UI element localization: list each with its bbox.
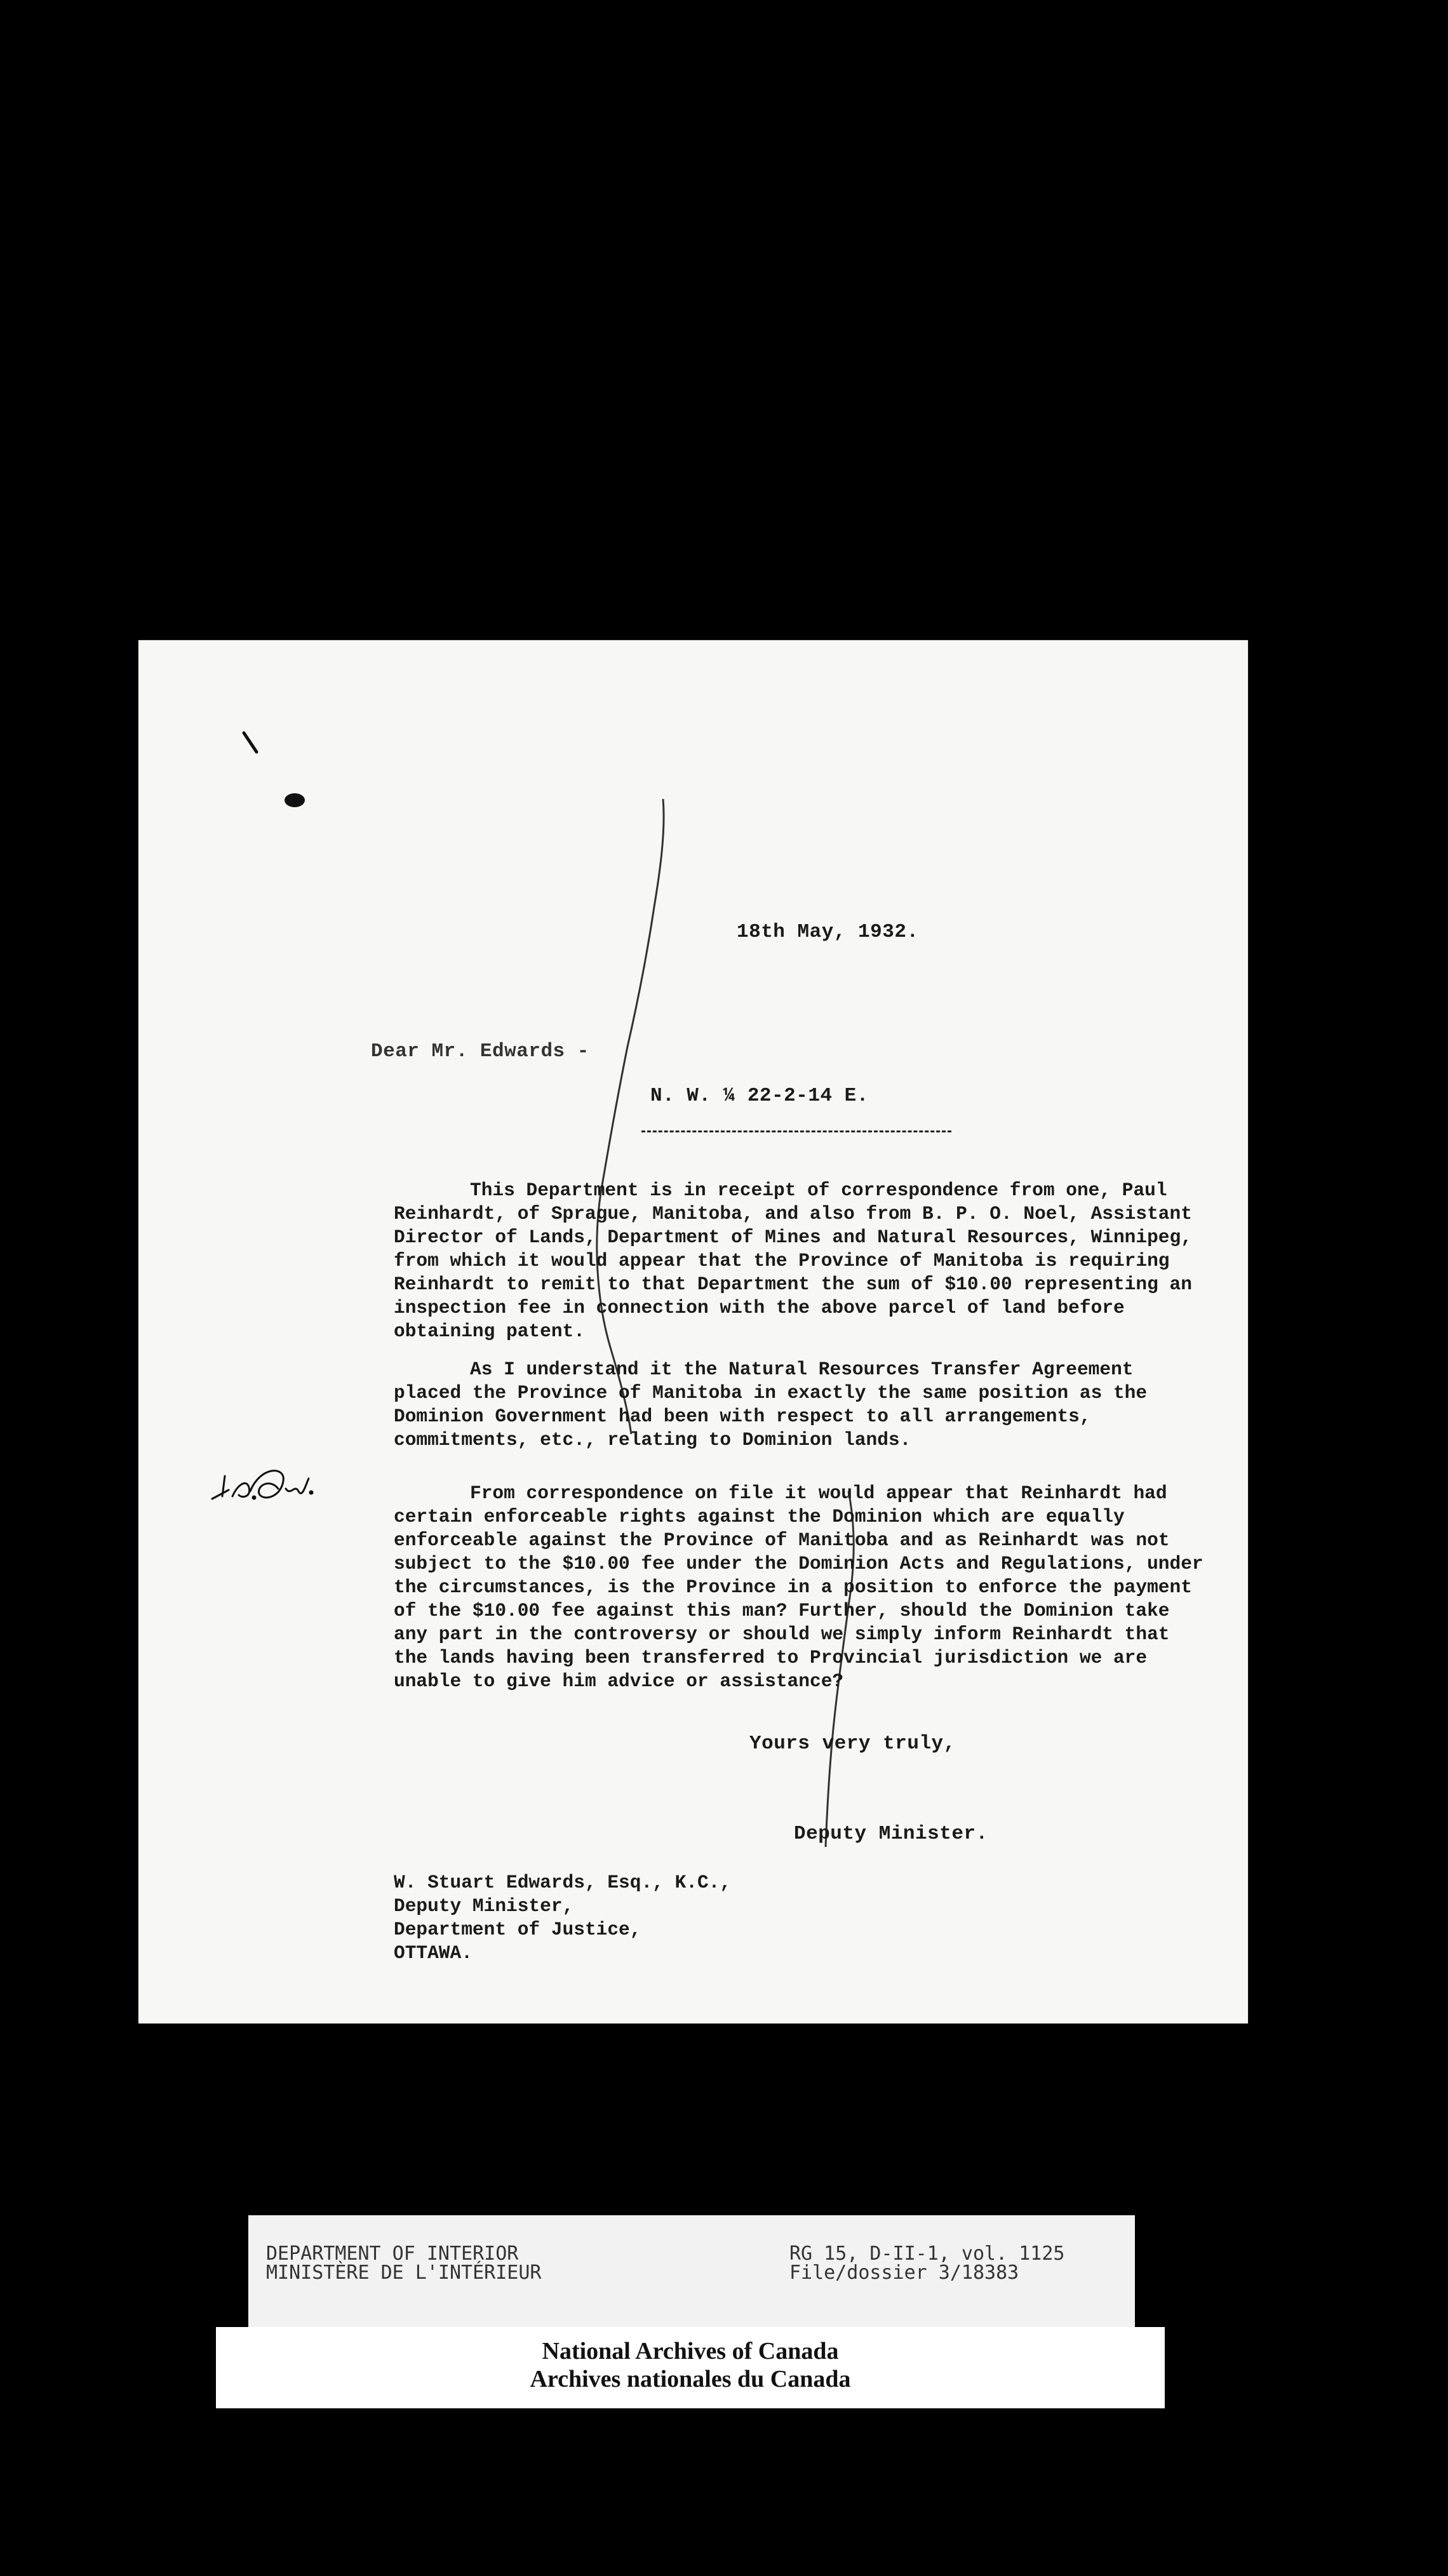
tick-mark [244,733,257,752]
salutation: Dear Mr. Edwards - [371,1040,589,1063]
archive-reference-label [248,2215,1135,2328]
address-line: OTTAWA. [394,1942,473,1964]
record-group: RG 15, D-II-1, vol. 1125 [789,2243,1065,2265]
recipient-address [394,1871,731,1965]
department-fr: MINISTÈRE DE L'INTÉRIEUR [266,2262,542,2284]
file-number: File/dossier 3/18383 [789,2262,1019,2284]
archives-banner [216,2327,1165,2408]
department-names [266,2244,541,2283]
signer-title: Deputy Minister. [794,1823,988,1845]
reference-underline [641,1130,951,1132]
archives-name-en: National Archives of Canada [542,2338,839,2365]
address-line: Deputy Minister, [394,1895,574,1917]
complimentary-closing: Yours very truly, [749,1733,956,1755]
address-line: W. Stuart Edwards, Esq., K.C., [394,1872,732,1893]
handwritten-initials [212,1471,312,1499]
land-reference: N. W. ¼ 22-2-14 E. [650,1085,869,1107]
body-paragraph-1: This Department is in receipt of correspondence from one, Paul Reinhardt, of Sprague, Manitoba, and also from B. P. O. Noel, Assistant Director of Lands, Department of Mines and Natural Resources, Winnipeg, from which it would appear that the Province of Manitoba is requiring Reinhardt to remit to that Department the sum of $10.00 representing an inspection fee in connection with the above parcel of land before obtaining patent. [394,1179,1192,1342]
ink-blot [285,793,305,807]
archives-name-fr: Archives nationales du Canada [530,2366,851,2392]
body-paragraph-3: From correspondence on file it would appear that Reinhardt had certain enforceable rights against the Dominion which are equally enforceable against the Province of Manitoba and as Reinhardt was not subject to the $10.00 fee under the Dominion Acts and Regulations, under the circumstances, is the Province in a position to enforce the payment of the $10.00 fee against this man? Further, should the Dominion take any part in the controversy or should we simply inform Reinhardt that the lands having been transferred to Provincial jurisdiction we are unable to give him advice or assistance? [394,1482,1203,1692]
body-paragraph-2: As I understand it the Natural Resources Transfer Agreement placed the Province of Manitoba in exactly the same position as the Dominion Government had been with respect to all arrangements, commitments, etc., relating to Dominion lands. [394,1358,1148,1451]
archive-reference [789,2244,1064,2283]
address-line: Department of Justice, [394,1919,641,1940]
department-en: DEPARTMENT OF INTERIOR [266,2243,519,2265]
letter-date: 18th May, 1932. [737,921,919,943]
letter-page [138,640,1248,2023]
